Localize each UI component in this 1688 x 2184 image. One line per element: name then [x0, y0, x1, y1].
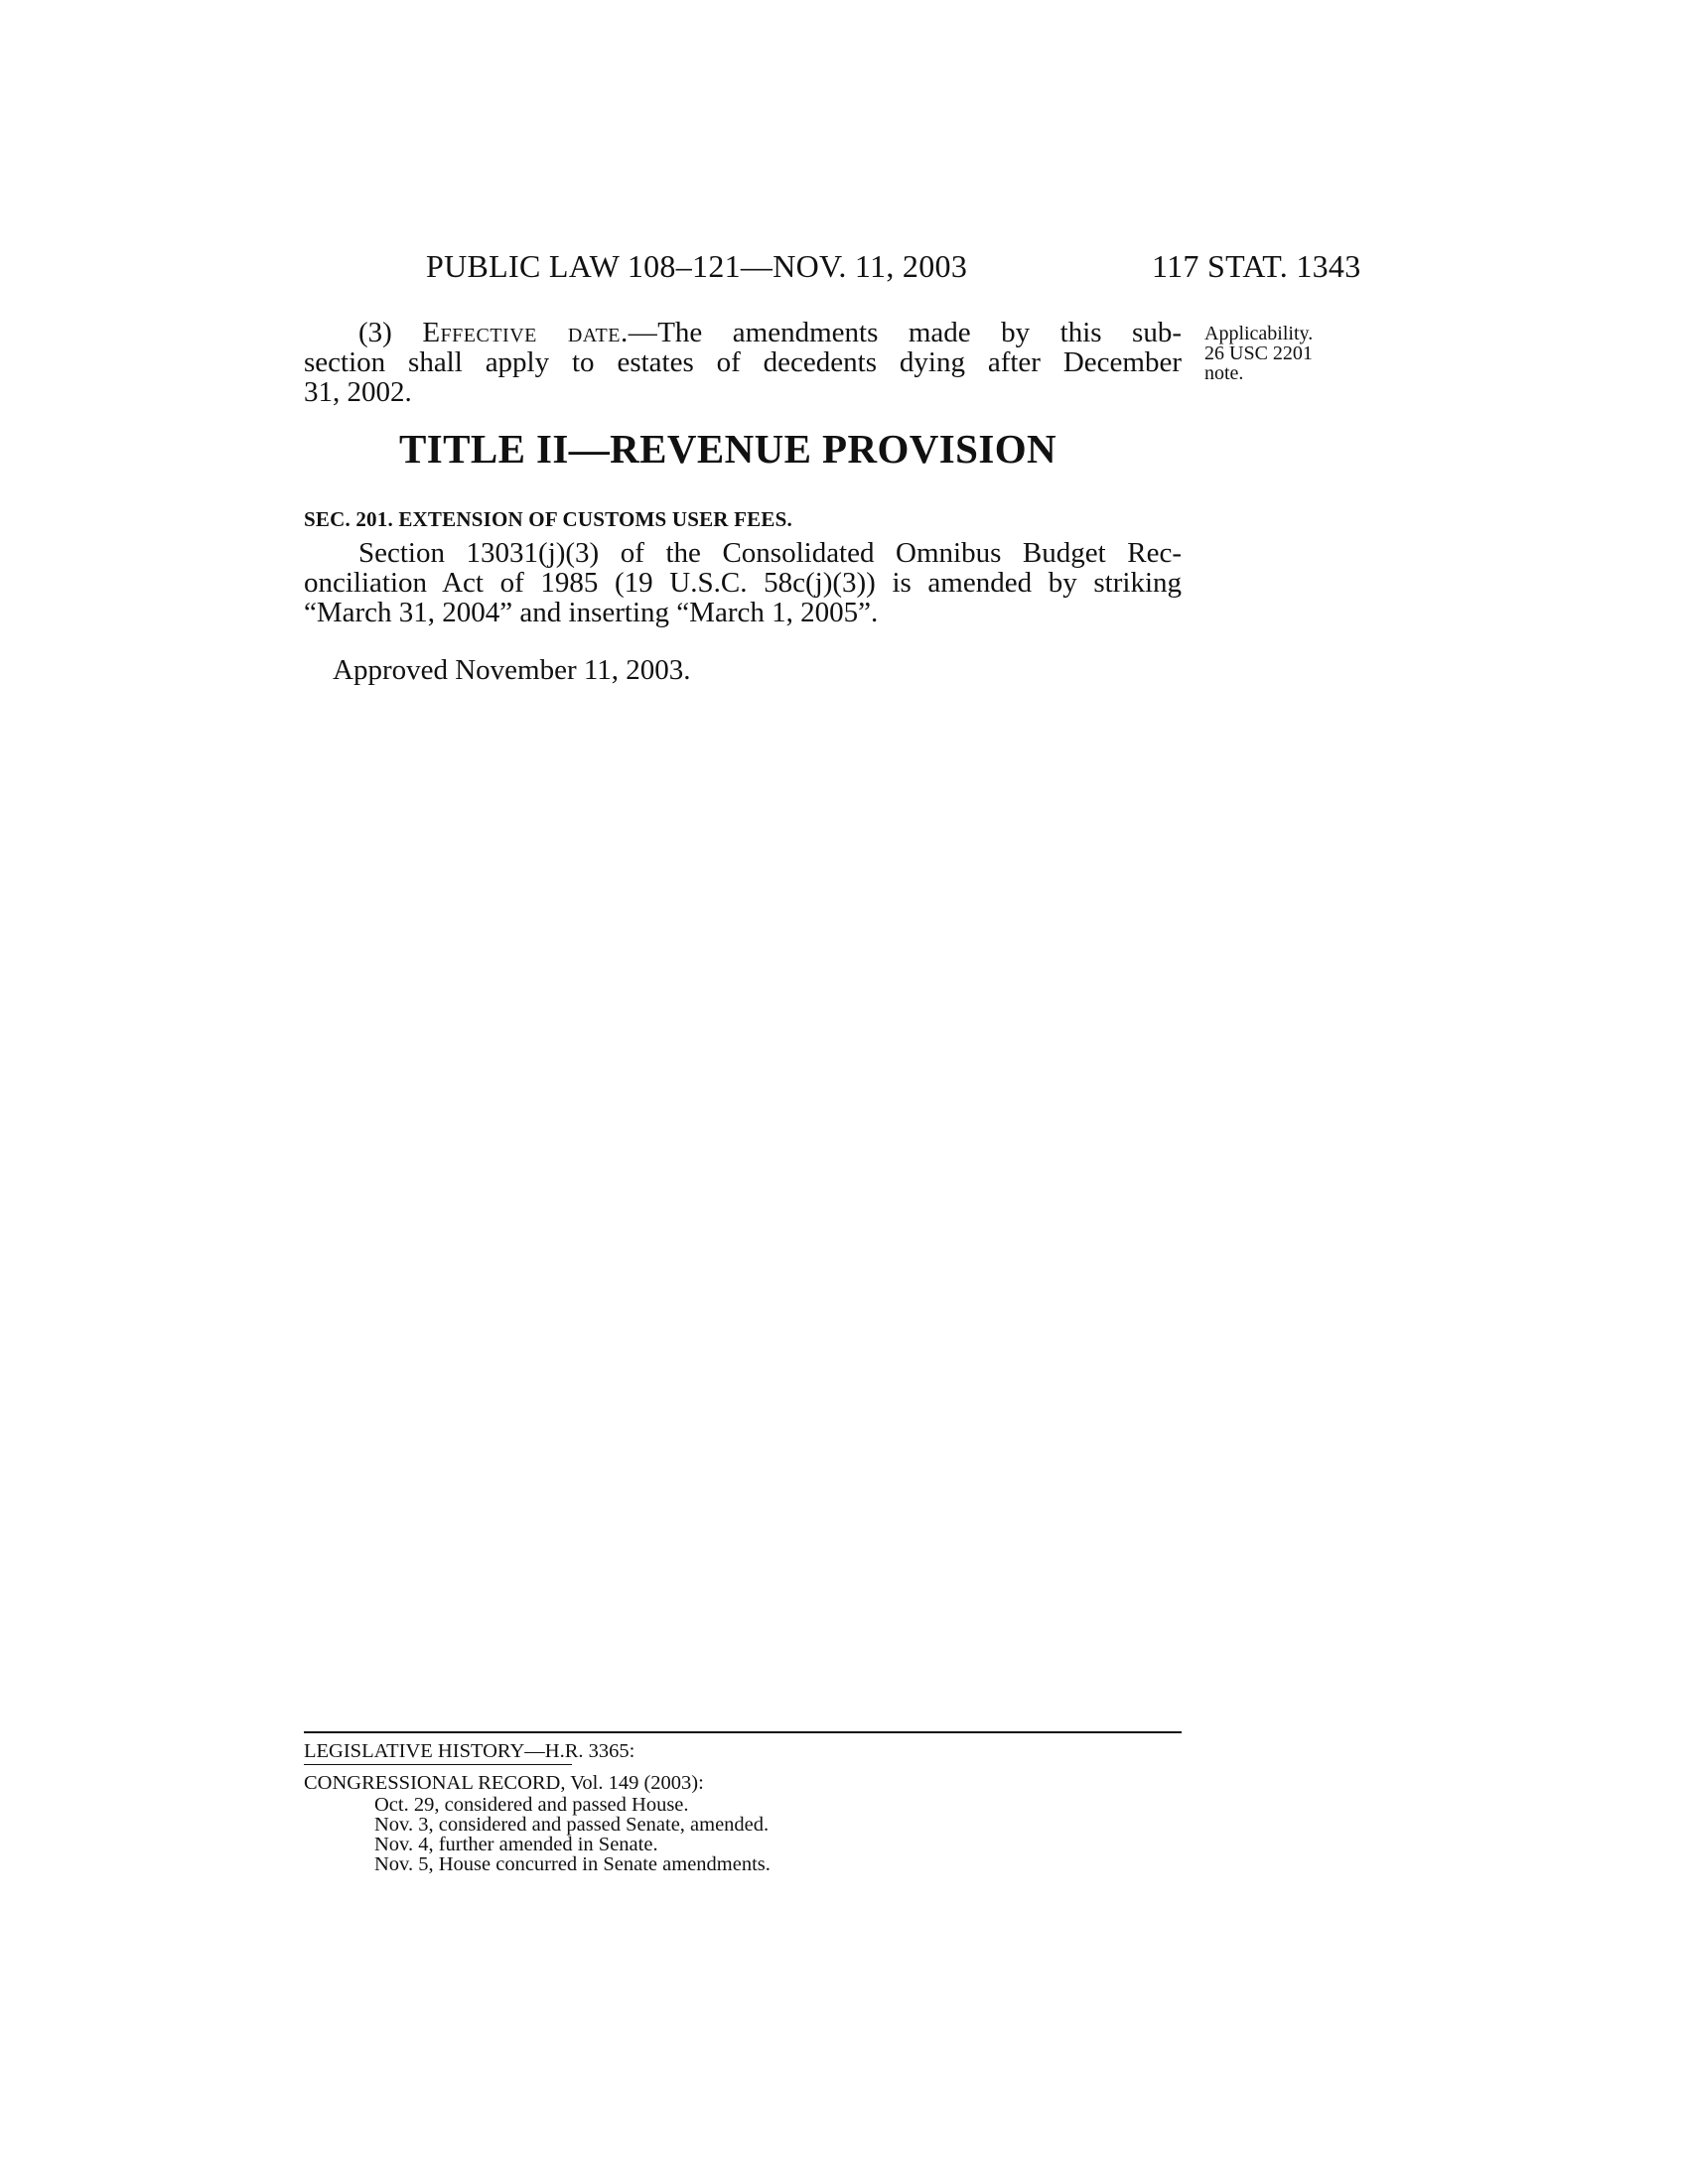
running-head-stat-page: 117 STAT. 1343 [1152, 248, 1361, 284]
margin-note-line: Applicability. [1204, 323, 1314, 344]
congressional-record-label: CONGRESSIONAL RECORD, Vol. 149 (2003): [304, 1772, 704, 1794]
legislative-history-label [304, 1741, 634, 1761]
title-heading: TITLE II—REVENUE PROVISION [399, 426, 1056, 472]
paragraph-text: The amendments made by this sub- [657, 317, 1182, 348]
section-201-text [304, 538, 1182, 627]
footnote-divider [304, 1731, 1182, 1733]
history-entry: Nov. 5, House concurred in Senate amendments. [374, 1853, 771, 1875]
section-heading: SEC. 201. EXTENSION OF CUSTOMS USER FEES. [304, 507, 792, 531]
paragraph-line: onciliation Act of 1985 (19 U.S.C. 58c(j)(3)) is amended by striking [304, 567, 1182, 599]
paragraph-heading: Effective date.— [422, 317, 658, 348]
margin-note-line: 26 USC 2201 [1204, 342, 1313, 364]
paragraph-line: “March 31, 2004” and inserting “March 1, 2005”. [304, 597, 879, 628]
paragraph-number: (3) [358, 317, 423, 348]
margin-note-line: note. [1204, 362, 1244, 384]
history-entry: Nov. 3, considered and passed Senate, amended. [374, 1814, 770, 1836]
margin-note [1204, 324, 1313, 383]
paragraph-line: Section 13031(j)(3) of the Consolidated Omnibus Budget Rec- [358, 537, 1182, 569]
history-entry: Oct. 29, considered and passed House. [374, 1794, 689, 1816]
paragraph-line [304, 318, 1182, 347]
paragraph-line: section shall apply to estates of decedents dying after December [304, 346, 1182, 378]
running-head-public-law: PUBLIC LAW 108–121—NOV. 11, 2003 [426, 248, 968, 284]
effective-date-paragraph [304, 318, 1182, 407]
approval-line: Approved November 11, 2003. [333, 654, 691, 686]
history-entry: Nov. 4, further amended in Senate. [374, 1834, 658, 1855]
legislative-history-underline [304, 1764, 572, 1765]
paragraph-line: 31, 2002. [304, 376, 412, 408]
legislative-history-label-text: LEGISLATIVE HISTORY—H.R. 3365: [304, 1740, 635, 1762]
